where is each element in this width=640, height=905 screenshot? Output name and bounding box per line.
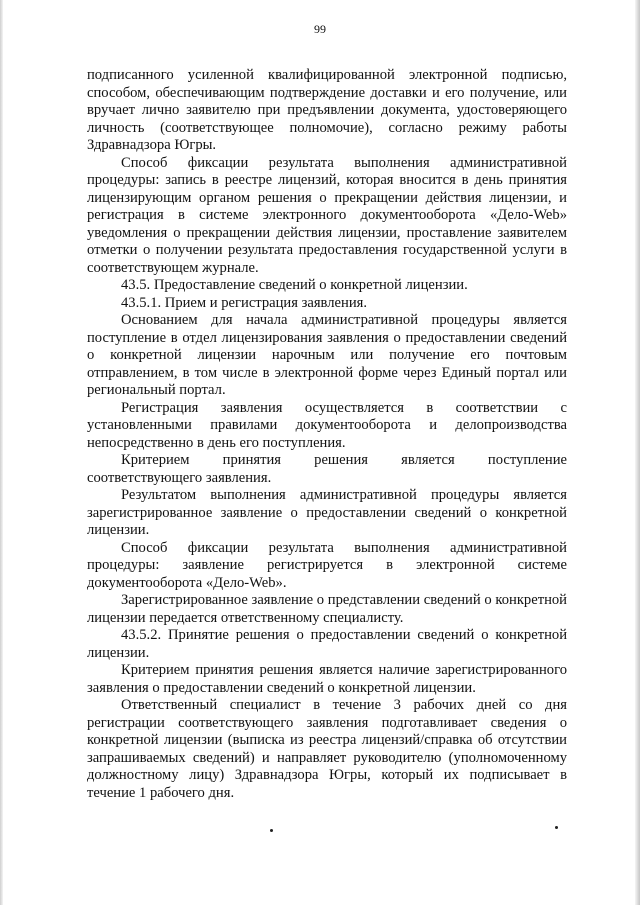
section-heading-43-5: 43.5. Предоставление сведений о конкретной лицензии. (121, 277, 468, 293)
paragraph: Ответственный специалист в течение 3 рабочих дней со дня регистрации соответствующего заявления подготавливает сведения о конкретной лицензии (выписка из реестра лицензий/справка об отсутствии запрашиваемых сведений) и направляет руководителю (уполномоченному должностному лицу) Здравнадзора Югры, который их подписывает в течение 1 рабочего дня. (87, 697, 567, 801)
scan-edge-right (635, 0, 640, 905)
paragraph-continuation: подписанного усиленной квалифицированной электронной подписью, способом, обеспечивающим подтверждение доставки и его получение, или вручает лично заявителю при предъявлении документа, удостоверяющего личность (соответствующее полномочие), согласно режиму работы Здравнадзора Югры. (87, 67, 567, 153)
subsection-heading-43-5-1: 43.5.1. Прием и регистрация заявления. (121, 294, 367, 311)
paragraph: Зарегистрированное заявление о представлении сведений о конкретной лицензии передается ответственному специалисту. (87, 592, 567, 626)
paragraph: Результатом выполнения административной процедуры является зарегистрированное заявление о предоставлении сведений о конкретной лицензии. (87, 487, 567, 538)
scan-speck (270, 829, 273, 832)
paragraph: Способ фиксации результата выполнения административной процедуры: заявление регистрируется в электронной системе документооборота «Дело-Web». (87, 539, 567, 591)
paragraph: Регистрация заявления осуществляется в соответствии с установленными правилами документооборота и делопроизводства непосредственно в день его поступления. (87, 399, 567, 451)
scan-edge-left (0, 0, 3, 905)
page-number: 99 (314, 22, 326, 36)
paragraph: Основанием для начала административной процедуры является поступление в отдел лицензирования заявления о предоставлении сведений о конкретной лицензии нарочным или получение его почтовым отправлением, в том числе в электронной форме через Единый портал или региональный портал. (87, 312, 567, 398)
scan-speck (555, 826, 558, 829)
document-body (87, 67, 567, 802)
subsection-heading-43-5-2: 43.5.2. Принятие решения о предоставлении сведений о конкретной лицензии. (87, 627, 567, 661)
paragraph: Критерием принятия решения является наличие зарегистрированного заявления о предоставлении сведений о конкретной лицензии. (87, 662, 567, 696)
paragraph: Способ фиксации результата выполнения административной процедуры: запись в реестре лицензий, которая вносится в день принятия лицензирующим органом решения о прекращении действия лицензии, и регистрация в системе электронного документооборота «Дело-Web» уведомления о прекращении действия лицензии, проставление заявителем отметки о получении результата предоставления государственной услуги в соответствующем журнале. (87, 154, 567, 276)
paragraph: Критерием принятия решения является поступление соответствующего заявления. (87, 452, 567, 486)
